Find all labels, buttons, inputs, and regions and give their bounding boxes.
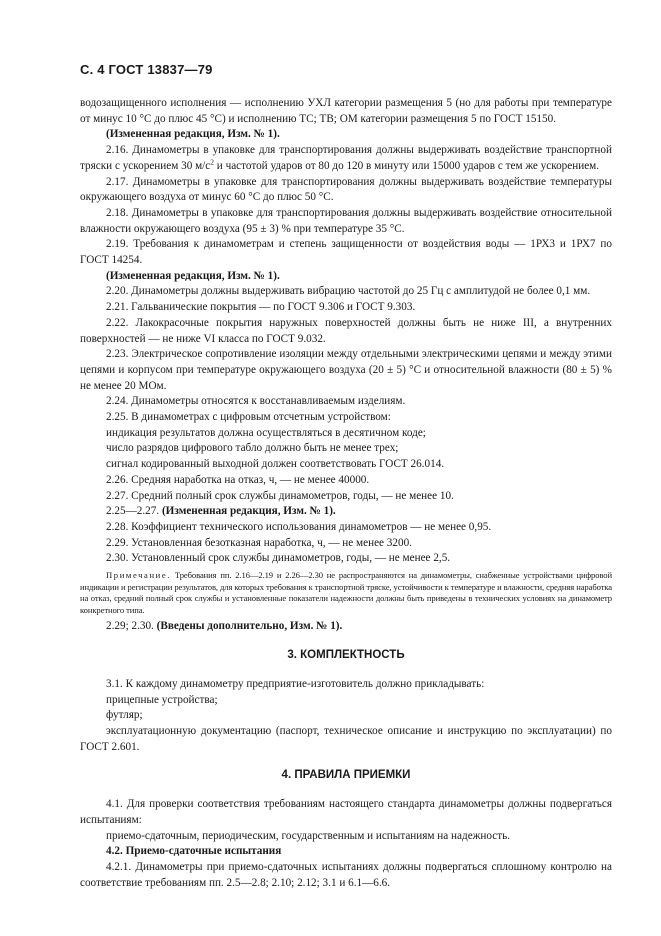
paragraph-2-16 [80,143,612,174]
paragraph-2-24: 2.24. Динамометры относятся к восстанавливаемым изделиям. [106,395,406,408]
paragraph-4-1: 4.1. Для проверки соответствия требованиям настоящего стандарта динамометры должны подвергаться испытаниям: [80,798,612,826]
clause-range: 2.29; 2.30. [106,620,154,633]
paragraph-2-26: 2.26. Средняя наработка на отказ, ч, — не менее 40000. [106,473,370,486]
paragraph-2-25: 2.25. В динамометрах с цифровым отсчетным устройством: [106,411,391,424]
revision-label: (Измененная редакция, Изм. № 1). [161,505,336,518]
list-item: сигнал кодированный выходной должен соответствовать ГОСТ 26.014. [106,458,445,471]
paragraph-2-23: 2.23. Электрическое сопротивление изоляции между отдельными электрическими цепями и между этими цепями и корпусом при температуре окружающего воздуха (20 ± 5) °С и относительной влажности (80 ± 5) % не менее 20 МОм. [80,348,612,392]
list-item: эксплуатационную документацию (паспорт, техническое описание и инструкцию по эксплуатации) по ГОСТ 2.601. [80,724,612,753]
revision-label: (Введены дополнительно, Изм. № 1). [156,620,343,633]
section-heading-3: 3. КОМПЛЕКТНОСТЬ [287,649,405,662]
note-text: Требования пп. 2.16—2.19 и 2.26—2.30 не распространяются на динамометры, снабженные устройствами цифровой индикации и регистрации результатов, для которых требования к транспортной тряске, устойчивости к температуре и влажности, средняя наработка на отказ, средний полный срок службы и установленные показатели надежности должны быть приведены в технических условиях на динамометр конкретного типа. [80,570,612,615]
paragraph-2-17: 2.17. Динамометры в упаковке для транспортирования должны выдерживать воздействие температуры окружающего воздуха от минус 60 °С до плюс 50 °С. [80,175,612,204]
section-heading-4: 4. ПРАВИЛА ПРИЕМКИ [281,769,411,782]
clause-range: 2.25—2.27. [106,505,160,518]
note [80,570,612,616]
revision-note-2-25-2-27 [80,504,612,520]
paragraph-2-27: 2.27. Средний полный срок службы динамометров, годы, — не менее 10. [106,489,454,502]
page-header: С. 4 ГОСТ 13837—79 [80,62,213,77]
revision-note: (Измененная редакция, Изм. № 1). [106,128,280,141]
list-item: число разрядов цифрового табло должно быть не менее трех; [106,442,399,455]
note-label: Примечание. [106,570,172,581]
paragraph-2-29: 2.29. Установленная безотказная наработка, ч, — не менее 3200. [106,536,412,549]
superscript: 2 [210,157,214,167]
paragraph-4-2-1: 4.2.1. Динамометры при приемо-сдаточных испытаниях должны подвергаться сплошному контролю на соответствие требованиям пп. 2.5—2.8; 2.10; 2.12; 3.1 и 6.1—6.6. [80,860,612,889]
list-item: футляр; [106,709,143,722]
list-item: прицепные устройства; [106,693,218,706]
list-item: приемо-сдаточным, периодическим, государственным и испытаниям на надежность. [106,829,511,842]
paragraph-2-16-text: 2.16. Динамометры в упаковке для транспортирования должны выдерживать воздействие транспортной тряски с ускорением 30 м/с [80,144,612,172]
paragraph-2-28: 2.28. Коэффициент технического использования динамометров — не менее 0,95. [106,520,492,533]
paragraph-2-30: 2.30. Установленный срок службы динамометров, годы, — не менее 2,5. [106,552,451,565]
revision-note: (Измененная редакция, Изм. № 1). [106,269,280,282]
paragraph-2-21: 2.21. Гальванические покрытия — по ГОСТ 9.306 и ГОСТ 9.303. [106,301,416,314]
paragraph-2-18: 2.18. Динамометры в упаковке для транспортирования должны выдерживать воздействие относительной влажности окружающего воздуха (95 ± 3) % при температуре 35 °С. [80,206,612,235]
list-item: индикация результатов должна осуществляться в десятичном коде; [106,426,426,439]
paragraph-2-15-continued: водозащищенного исполнения — исполнению УХЛ категории размещения 5 (но для работы при температуре от минус 10 °С до плюс 45 °С) и исполнению ТС; ТВ; ОМ категории размещения 5 по ГОСТ 15150. [80,97,612,125]
paragraph-2-22: 2.22. Лакокрасочные покрытия наружных поверхностей должны быть не ниже III, а внутренних поверхностей — не ниже VI класса по ГОСТ 9.032. [80,316,612,345]
paragraph-3-1: 3.1. К каждому динамометру предприятие-изготовитель должно прикладывать: [106,677,485,690]
revision-note-2-29-2-30 [80,619,612,635]
document-body [80,96,612,891]
subsection-heading-4-2: 4.2. Приемо-сдаточные испытания [106,845,282,858]
paragraph-2-20: 2.20. Динамометры должны выдерживать вибрацию частотой до 25 Гц с амплитудой не более 0,1 мм. [106,285,591,298]
paragraph-2-16-text-end: и частотой ударов от 80 до 120 в минуту или 15000 ударов с тем же ускорением. [214,159,600,172]
paragraph-2-19: 2.19. Требования к динамометрам и степень защищенности от воздействия воды — 1РХ3 и 1РХ7 по ГОСТ 14254. [80,238,612,267]
